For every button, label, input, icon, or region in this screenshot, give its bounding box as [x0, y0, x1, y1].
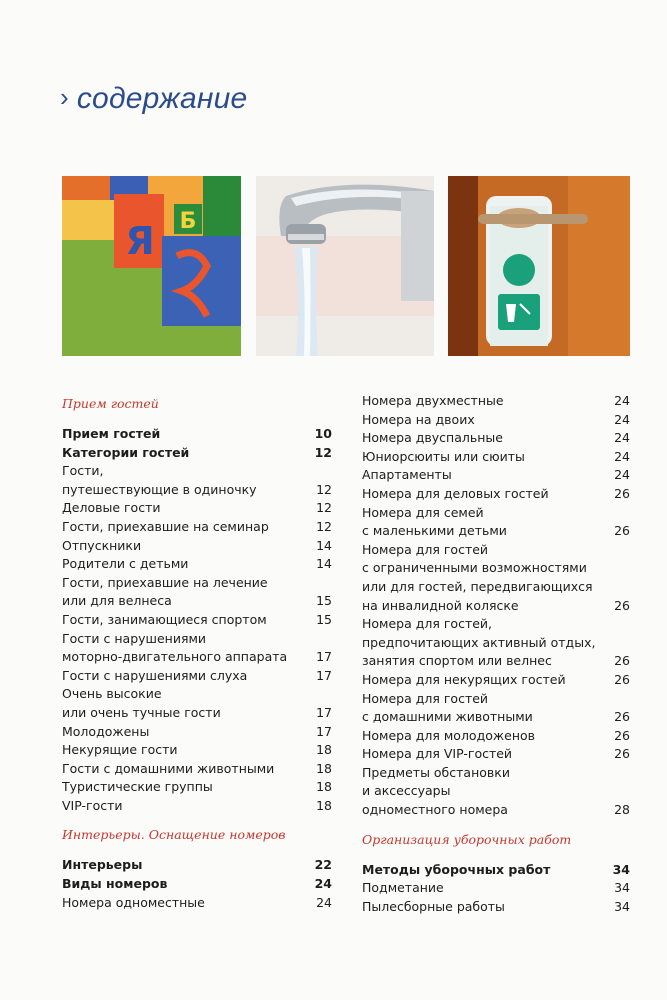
toc-entry-label	[62, 630, 306, 667]
page-title-text: содержание	[76, 82, 248, 115]
toc-section-title: Организация уборочных работ	[362, 831, 572, 847]
toc-left-column	[62, 392, 332, 912]
toc-page-number: 15	[316, 611, 332, 627]
toc-entry[interactable]	[62, 425, 332, 444]
toc-entry[interactable]	[62, 462, 332, 499]
toc-entry[interactable]	[362, 727, 630, 746]
toc-entry-line: одноместного номера	[362, 802, 508, 818]
toc-entry-line: предпочитающих активный отдых,	[362, 634, 596, 650]
toc-page-number: 18	[316, 760, 332, 776]
toc-entry[interactable]	[62, 760, 332, 779]
toc-page-number: 26	[614, 653, 630, 669]
toc-entry-line: или очень тучные гости	[62, 704, 221, 720]
toc-entry-line: Номера двуспальные	[362, 430, 503, 446]
toc-entry[interactable]	[62, 574, 332, 611]
toc-page-number: 12	[314, 444, 332, 460]
toc-entry-label	[62, 611, 306, 630]
toc-page-number: 34	[614, 898, 630, 914]
toc-entry-line: Номера для гостей,	[362, 616, 493, 632]
toc-entry[interactable]	[62, 667, 332, 686]
toc-entry-label	[362, 861, 604, 880]
toc-entry-line: моторно-двигательного аппарата	[62, 649, 288, 665]
toc-entry-label	[62, 444, 306, 463]
toc-entry-label	[362, 392, 604, 411]
block-letter-ya: Я	[125, 219, 155, 263]
toc-entry-line: Туристические группы	[62, 779, 213, 795]
block-letter-b: Б	[179, 209, 197, 234]
toc-entry-line: Пылесборные работы	[362, 898, 505, 914]
toc-page-number: 17	[316, 667, 332, 683]
toc-entry-line: Виды номеров	[62, 876, 168, 892]
toc-page-number: 15	[316, 593, 332, 609]
toc-entry-line: Гости, занимающиеся спортом	[62, 611, 267, 627]
toc-entry-line: путешествующие в одиночку	[62, 481, 257, 497]
toc-entry-label	[362, 429, 604, 448]
toc-entry[interactable]	[362, 429, 630, 448]
toc-entry-label	[362, 671, 604, 690]
toc-entry-line: или для гостей, передвигающихся	[362, 578, 593, 594]
toc-page-number: 34	[614, 880, 630, 896]
toc-entry-line: Гости с домашними животными	[62, 760, 275, 776]
toc-entry-line: Номера для VIP-гостей	[362, 746, 513, 762]
toc-entry[interactable]	[62, 894, 332, 913]
toc-entry-line: Номера для гостей	[362, 541, 489, 557]
toc-entry-label	[362, 745, 604, 764]
door-hanger-photo	[448, 176, 630, 356]
toc-entry-label	[362, 504, 604, 541]
toc-entry-label	[362, 727, 604, 746]
toc-entry-line: Интерьеры	[62, 857, 143, 873]
toc-page-number: 12	[316, 518, 332, 534]
toc-right-column	[362, 392, 630, 916]
chevron-right-icon: ›	[60, 82, 69, 112]
toc-entry[interactable]	[362, 411, 630, 430]
toc-entry-label	[62, 425, 306, 444]
toc-entry[interactable]	[362, 898, 630, 917]
blocks-photo	[62, 176, 241, 356]
toc-entry-line: Гости, приехавшие на семинар	[62, 518, 269, 534]
toc-entry-line: Очень высокие	[62, 686, 162, 702]
toc-entry[interactable]	[362, 671, 630, 690]
toc-entry[interactable]	[362, 504, 630, 541]
toc-entry[interactable]	[362, 745, 630, 764]
toc-entry-line: на инвалидной коляске	[362, 597, 519, 613]
toc-entry[interactable]	[362, 466, 630, 485]
toc-entry-line: Номера для гостей	[362, 690, 489, 706]
toc-entry-line: Подметание	[362, 880, 444, 896]
toc-entry[interactable]	[62, 444, 332, 463]
toc-entry-label	[62, 894, 306, 913]
toc-page-number: 24	[614, 411, 630, 427]
toc-page-number: 26	[614, 485, 630, 501]
toc-page-number: 14	[316, 556, 332, 572]
toc-page-number: 24	[614, 467, 630, 483]
toc-page-number: 24	[316, 894, 332, 910]
toc-entry-label	[362, 898, 604, 917]
toc-page-number: 14	[316, 537, 332, 553]
toc-entry-label	[62, 778, 306, 797]
toc-entry-label	[62, 723, 306, 742]
toc-page-number: 24	[614, 393, 630, 408]
toc-page-number: 18	[316, 779, 332, 795]
toc-entry-label	[62, 555, 306, 574]
toc-entry-label	[62, 518, 306, 537]
toc-entry-line: Деловые гости	[62, 500, 161, 516]
toc-entry[interactable]	[362, 392, 630, 411]
toc-entry-label	[362, 485, 604, 504]
toc-entry-label	[62, 741, 306, 760]
toc-page-number: 26	[614, 746, 630, 762]
toc-entry[interactable]	[362, 448, 630, 467]
toc-page-number: 18	[316, 742, 332, 758]
toc-entry[interactable]	[62, 856, 332, 875]
toc-entry-line: с ограниченными возможностями	[362, 560, 587, 576]
toc-entry-line: Некурящие гости	[62, 742, 178, 758]
toc-entry[interactable]	[362, 690, 630, 727]
toc-entry-label	[62, 499, 306, 518]
toc-entry-label	[362, 541, 604, 615]
toc-entry-label	[62, 667, 306, 686]
toc-entry-label	[62, 685, 306, 722]
toc-page-number: 22	[314, 857, 332, 873]
toc-page-number: 26	[614, 523, 630, 539]
toc-entry-line: с домашними животными	[362, 709, 533, 725]
toc-page-number: 24	[614, 448, 630, 464]
toc-entry-label	[362, 764, 604, 820]
toc-entry-label	[62, 875, 306, 894]
toc-page-number: 17	[316, 723, 332, 739]
toc-entry[interactable]	[362, 541, 630, 615]
toc-entry-line: или для велнеса	[62, 593, 172, 609]
toc-page-number: 26	[614, 709, 630, 725]
toc-entry-line: Номера на двоих	[362, 411, 475, 427]
toc-page-number: 17	[316, 704, 332, 720]
toc-entry-label	[362, 466, 604, 485]
toc-entry-line: Молодожены	[62, 723, 150, 739]
toc-entry-line: Номера для семей	[362, 504, 484, 520]
toc-entry-label	[362, 411, 604, 430]
toc-entry-label	[362, 690, 604, 727]
toc-entry[interactable]	[62, 630, 332, 667]
toc-entry[interactable]	[62, 555, 332, 574]
toc-page-number: 12	[316, 500, 332, 516]
toc-page-number: 26	[614, 727, 630, 743]
toc-entry-label	[62, 760, 306, 779]
toc-entry-label	[62, 797, 306, 816]
toc-entry-line: Категории гостей	[62, 444, 190, 460]
faucet-photo	[256, 176, 434, 356]
toc-page-number: 10	[314, 426, 332, 441]
toc-entry-line: Апартаменты	[362, 467, 452, 483]
toc-page-number: 26	[614, 671, 630, 687]
toc-entry-line: Родители с детьми	[62, 556, 189, 572]
toc-entry-line: занятия спортом или велнес	[362, 653, 552, 669]
toc-entry[interactable]	[362, 879, 630, 898]
page-title	[60, 82, 247, 116]
toc-section-title: Интерьеры. Оснащение номеров	[62, 827, 286, 843]
toc-entry-line: VIP-гости	[62, 797, 123, 813]
toc-entry[interactable]	[62, 518, 332, 537]
toc-entry-line: Номера для некурящих гостей	[362, 671, 566, 687]
toc-entry[interactable]	[62, 499, 332, 518]
toc-entry[interactable]	[62, 685, 332, 722]
toc-entry-line: Предметы обстановки	[362, 764, 510, 780]
toc-page-number: 18	[316, 797, 332, 813]
toc-entry-line: Юниорсюиты или сюиты	[362, 448, 525, 464]
toc-page-number: 28	[614, 802, 630, 818]
toc-page-number: 17	[316, 649, 332, 665]
toc-entry-label	[62, 537, 306, 556]
toc-entry[interactable]	[62, 611, 332, 630]
toc-entry[interactable]	[62, 741, 332, 760]
toc-entry-line: и аксессуары	[362, 783, 451, 799]
toc-entry-label	[62, 856, 306, 875]
toc-entry-label	[362, 615, 604, 671]
toc-entry[interactable]	[362, 485, 630, 504]
toc-entry[interactable]	[62, 875, 332, 894]
toc-entry-line: Отпускники	[62, 537, 142, 553]
toc-entry-line: Номера одноместные	[62, 894, 205, 910]
toc-entry-line: Гости с нарушениями слуха	[62, 667, 248, 683]
toc-entry[interactable]	[62, 778, 332, 797]
toc-entry[interactable]	[62, 723, 332, 742]
toc-page-number: 24	[614, 430, 630, 446]
toc-entry-label	[62, 574, 306, 611]
toc-entry[interactable]	[62, 537, 332, 556]
toc-entry-label	[362, 879, 604, 898]
toc-entry-line: Номера для деловых гостей	[362, 485, 549, 501]
toc-page-number: 26	[614, 597, 630, 613]
toc-entry-line: Номера двухместные	[362, 393, 504, 408]
toc-entry[interactable]	[362, 764, 630, 820]
toc-entry[interactable]	[362, 615, 630, 671]
toc-entry-line: Гости с нарушениями	[62, 630, 207, 646]
toc-page-number: 24	[314, 876, 332, 892]
toc-entry-label	[362, 448, 604, 467]
toc-entry-line: Методы уборочных работ	[362, 861, 551, 877]
toc-entry-label	[62, 462, 306, 499]
toc-page-number: 34	[612, 861, 630, 877]
toc-entry-line: Прием гостей	[62, 426, 161, 441]
toc-entry[interactable]	[362, 861, 630, 880]
toc-section-title: Прием гостей	[62, 396, 159, 411]
toc-entry[interactable]	[62, 797, 332, 816]
toc-entry-line: Гости,	[62, 463, 104, 479]
toc-page-number: 12	[316, 481, 332, 497]
toc-entry-line: Номера для молодоженов	[362, 727, 536, 743]
toc-entry-line: Гости, приехавшие на лечение	[62, 574, 268, 590]
toc-entry-line: с маленькими детьми	[362, 523, 507, 539]
